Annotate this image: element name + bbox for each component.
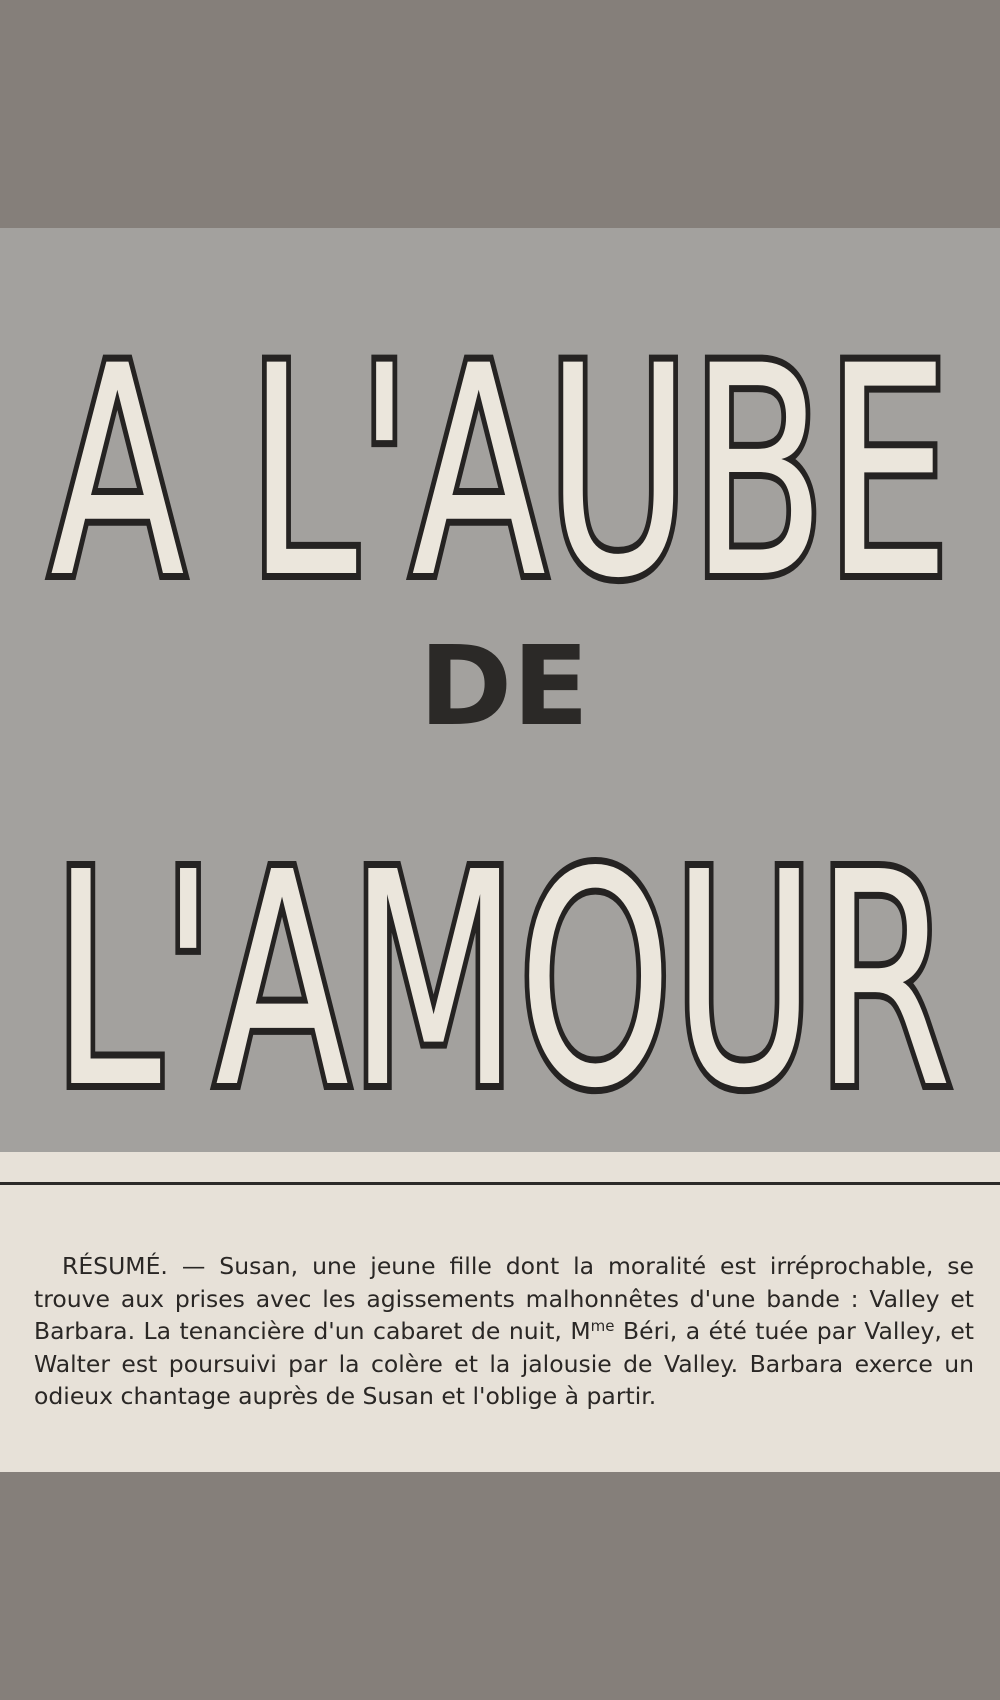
- summary-lead: RÉSUMÉ.: [62, 1252, 168, 1280]
- title-line-2: DE: [419, 622, 589, 750]
- title-line-3: L'AMOUR: [52, 809, 952, 1152]
- magazine-page: [0, 228, 1000, 1472]
- summary-paragraph: [34, 1250, 974, 1413]
- title-panel: [0, 228, 1000, 1152]
- summary-superscript: me: [590, 1317, 615, 1335]
- summary-text-2: Béri, a été tuée par Valley, et Walter est poursuivi par la colère et la jalousie de Valley. Barbara exerce un odieux chantage auprès de Susan et l'oblige à partir.: [34, 1317, 974, 1410]
- title-graphic: [0, 228, 1000, 1152]
- summary-text-1: — Susan, une jeune fille dont la moralité est irréprochable, se trouve aux prises avec les agissements malhonnêtes d'une bande : Valley et Barbara. La tenancière d'un cabaret de nuit, M: [34, 1252, 974, 1345]
- title-line-1: A L'AUBE: [50, 305, 950, 642]
- divider-rule: [0, 1182, 1000, 1185]
